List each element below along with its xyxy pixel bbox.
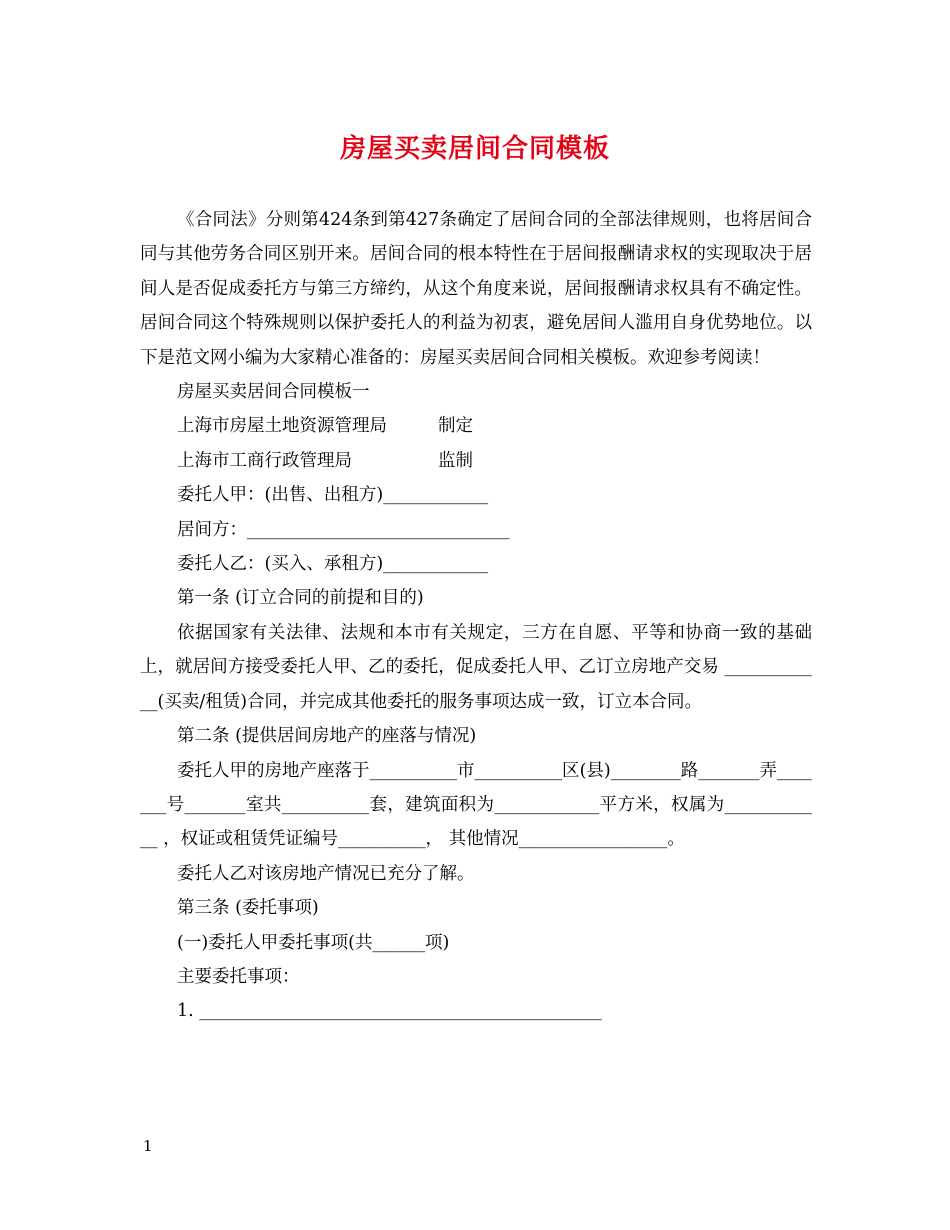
item-1-line: 1. ______________________________________________	[177, 1001, 602, 1022]
issuer-line-1	[140, 409, 812, 443]
page-number: 1	[143, 1137, 153, 1155]
article-3-sub: (一)委托人甲委托事项(共______项)	[177, 932, 450, 953]
template-heading: 房屋买卖居间合同模板一	[177, 382, 370, 403]
article-2-text: 委托人甲的房地产座落于__________市__________区(县)________路_______弄_______号_______室共__________套，建筑面积为____________平方米，权属为____________ ，权证或租赁凭证编号__________， 其他情况_________________。	[140, 760, 812, 850]
issuer-org-1: 上海市房屋土地资源管理局	[177, 416, 387, 437]
document-title: 房屋买卖居间合同模板	[339, 134, 610, 164]
intermediary-line: 居间方：______________________________	[177, 519, 510, 540]
issuer-role-2: 监制	[438, 450, 473, 471]
article-2-note: 委托人乙对该房地产情况已充分了解。	[177, 863, 475, 884]
document-body	[140, 203, 812, 1029]
party-b-line: 委托人乙：(买入、承租方)____________	[177, 554, 489, 575]
main-items-label: 主要委托事项：	[177, 966, 300, 987]
issuer-org-2: 上海市工商行政管理局	[177, 450, 352, 471]
article-2-heading: 第二条 (提供居间房地产的座落与情况)	[177, 726, 477, 747]
article-1-text: 依据国家有关法律、法规和本市有关规定，三方在自愿、平等和协商一致的基础上，就居间方接受委托人甲、乙的委托，促成委托人甲、乙订立房地产交易 ____________(买卖/租赁)合同，并完成其他委托的服务事项达成一致，订立本合同。	[140, 622, 812, 712]
article-3-heading: 第三条 (委托事项)	[177, 898, 319, 919]
article-1-heading: 第一条 (订立合同的前提和目的)	[177, 588, 424, 609]
party-a-line: 委托人甲：(出售、出租方)____________	[177, 485, 489, 506]
issuer-role-1: 制定	[438, 416, 473, 437]
issuer-line-2	[140, 444, 812, 478]
intro-paragraph: 《合同法》分则第424条到第427条确定了居间合同的全部法律规则，也将居间合同与其他劳务合同区别开来。居间合同的根本特性在于居间报酬请求权的实现取决于居间人是否促成委托方与第三方缔约，从这个角度来说，居间报酬请求权具有不确定性。居间合同这个特殊规则以保护委托人的利益为初衷，避免居间人滥用自身优势地位。以下是范文网小编为大家精心准备的：房屋买卖居间合同相关模板。欢迎参考阅读！	[140, 210, 812, 368]
